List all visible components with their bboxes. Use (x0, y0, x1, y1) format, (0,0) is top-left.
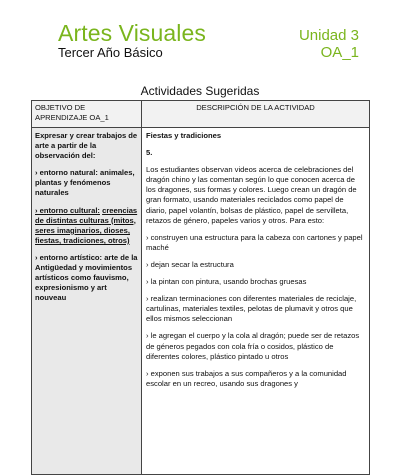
activity-step: › la pintan con pintura, usando brochas gruesas (146, 277, 307, 287)
activity-number: 5. (146, 148, 153, 158)
objective-item-cultural-text: creencias de distintas culturas (mitos, seres imaginarios, dioses, fiestas, tradiciones, otros) (35, 205, 138, 245)
activity-step: › construyen una estructura para la cabeza con cartones y papel maché (146, 232, 363, 252)
objective-item-natural: › entorno natural: animales, plantas y fenómenos naturales (35, 168, 135, 198)
objective-item-cultural (35, 206, 138, 246)
unit-label: Unidad 3 (298, 27, 359, 44)
objective-cell (32, 128, 142, 475)
page-title: Artes Visuales (58, 20, 206, 46)
activity-step: › le agregan el cuerpo y la cola al dragón; puede ser de retazos de géneros pegados con cola fría o cosidos, plástico de diferentes colores, plástico pintado u otros (146, 331, 360, 361)
activity-cell (142, 128, 370, 475)
table-header-row (32, 101, 370, 128)
objective-intro: Expresar y crear trabajos de arte a partir de la observación del: (35, 131, 138, 161)
activity-intro: Los estudiantes observan videos acerca de celebraciones del dragón chino y las comentan según lo que conocen acerca de los dragones, sus formas y colores. Luego crean un dragón de gran formato, usando materiales reciclados como papel de diario, papel volantín, bolsas de plástico, papel de servilleta, retazos de género, papeles varios y otros. Para esto: (146, 165, 357, 225)
objective-item-cultural-label: › entorno cultural: (35, 205, 100, 215)
activities-table (31, 100, 370, 475)
activity-title: Fiestas y tradiciones (146, 131, 222, 140)
grade-subtitle: Tercer Año Básico (58, 45, 163, 60)
oa-label: OA_1 (320, 44, 359, 61)
activity-step: › dejan secar la estructura (146, 259, 234, 269)
activity-step: › exponen sus trabajos a sus compañeros y a la comunidad escolar en un recreo, usando sus dragones y (146, 368, 347, 388)
objective-column-header: OBJETIVO DE APRENDIZAJE OA_1 (32, 101, 142, 128)
objective-item-artistic: › entorno artístico: arte de la Antigüedad y movimientos artísticos como fauvismo, expresionismo y art nouveau (35, 252, 138, 303)
activity-step: › realizan terminaciones con diferentes materiales de reciclaje, cartulinas, materiales textiles, pelotas de plumavit y otros que ellos mismos seleccionan (146, 294, 357, 324)
table-row (32, 128, 370, 475)
section-title: Actividades Sugeridas (140, 84, 260, 98)
activity-column-header: DESCRIPCIÓN DE LA ACTIVIDAD (142, 101, 370, 128)
